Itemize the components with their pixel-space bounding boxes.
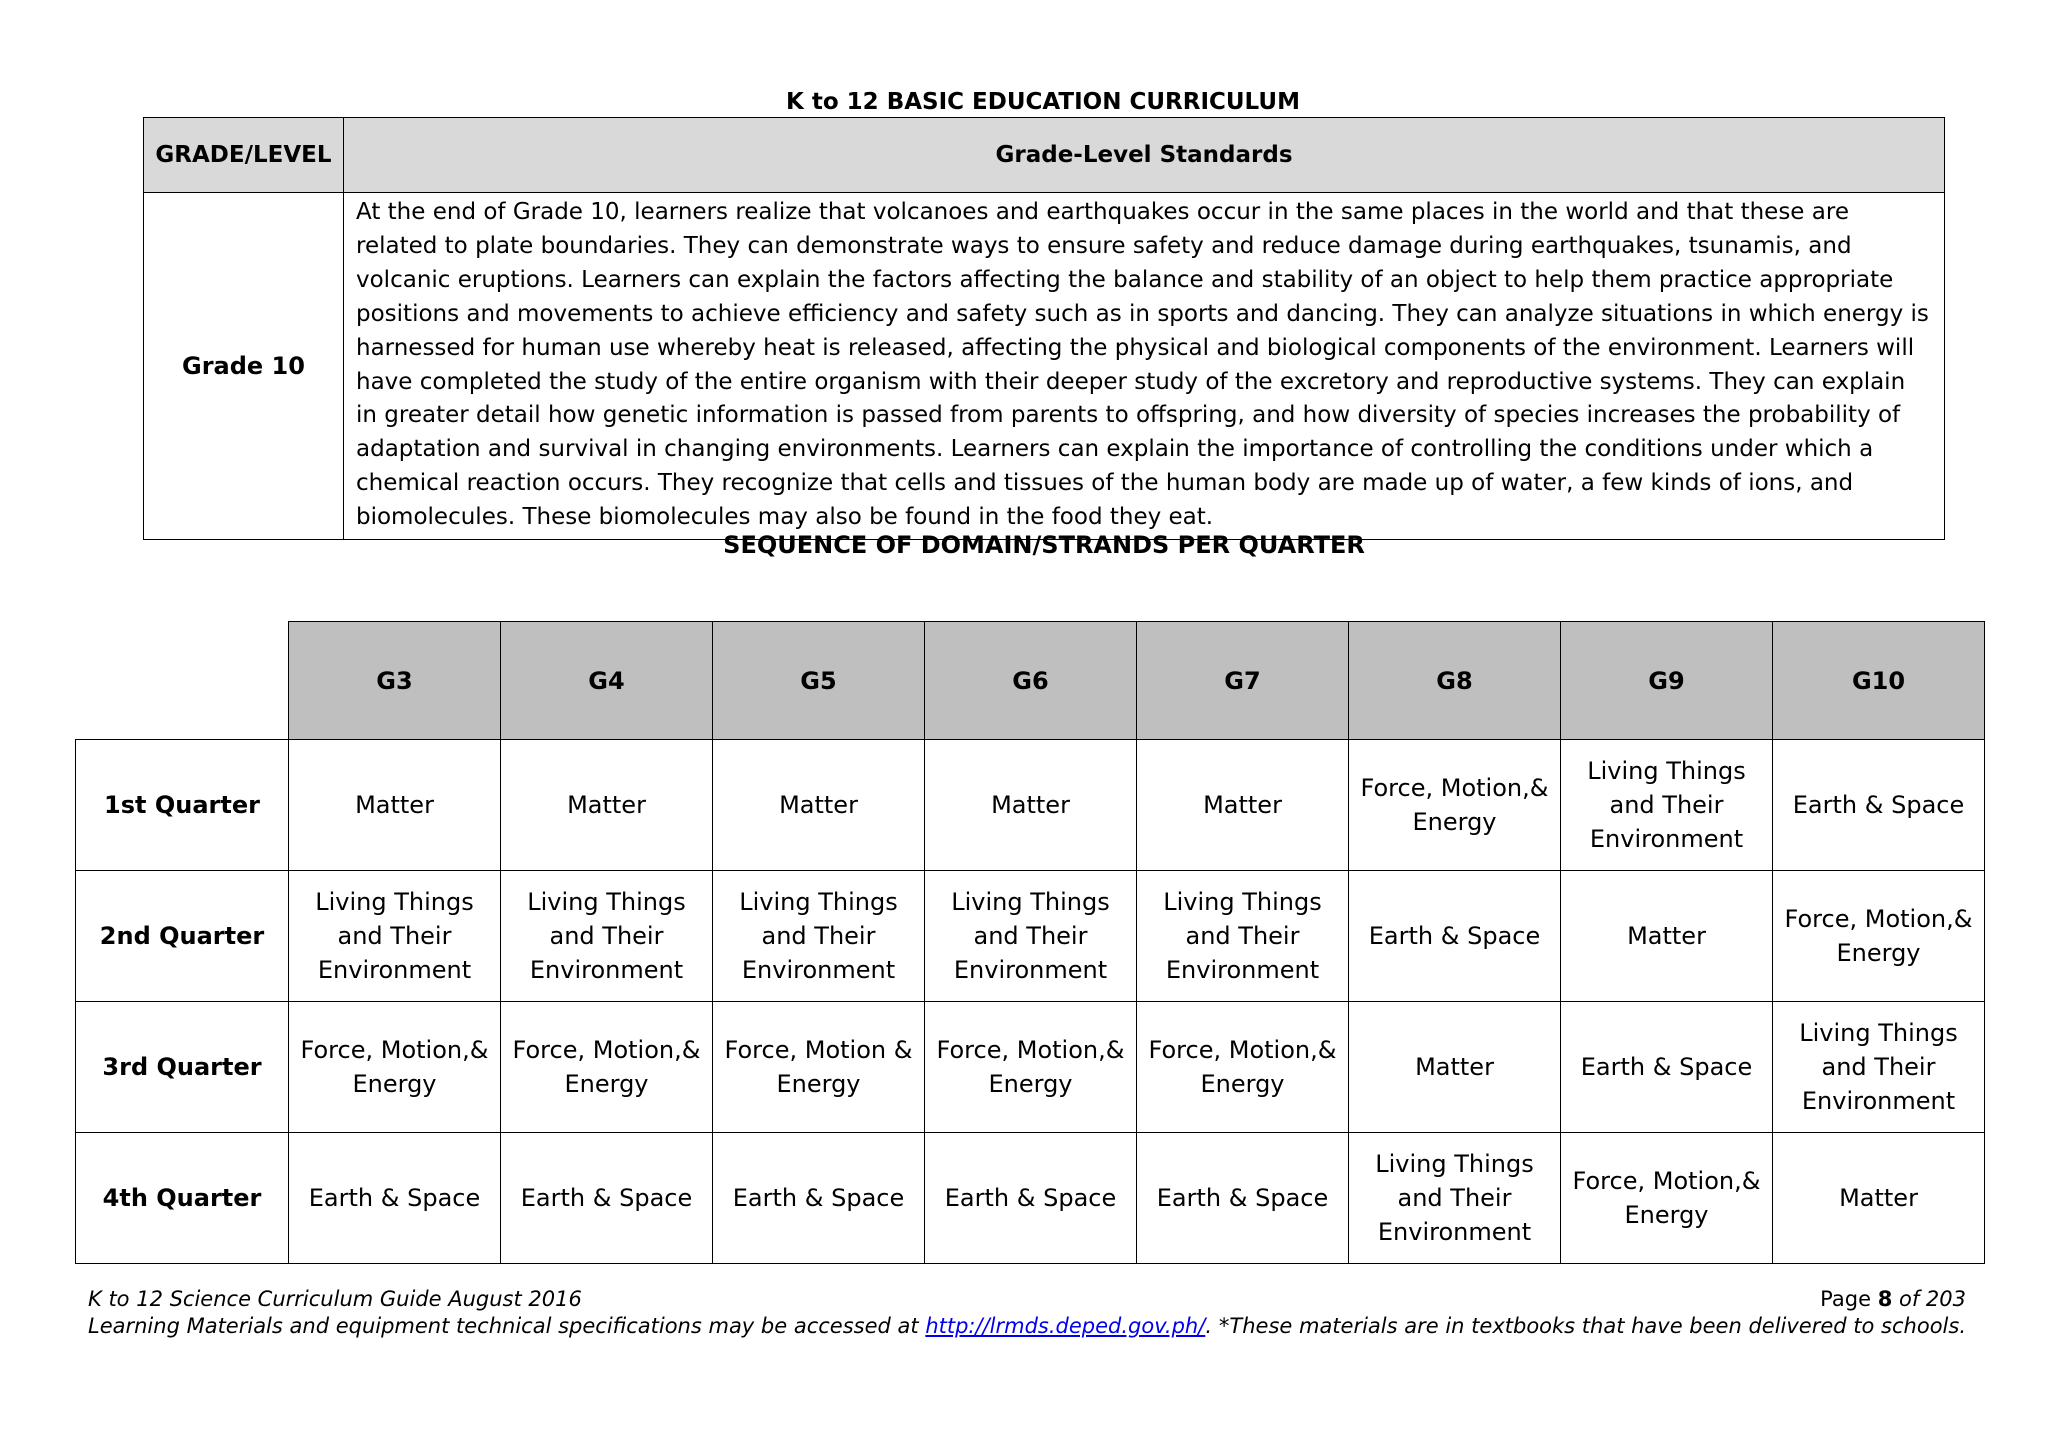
domain-cell: Living Things and Their Environment <box>501 871 713 1002</box>
document-title: K to 12 BASIC EDUCATION CURRICULUM <box>786 89 1300 115</box>
domain-cell: Force, Motion,& Energy <box>289 1002 501 1133</box>
domain-cell: Matter <box>1773 1133 1985 1264</box>
page-number: 8 <box>1877 1287 1893 1311</box>
quarter-label: 4th Quarter <box>76 1133 289 1264</box>
quarter-label: 1st Quarter <box>76 740 289 871</box>
domain-cell: Living Things and Their Environment <box>1349 1133 1561 1264</box>
quarter-row <box>76 1133 1985 1264</box>
quarter-row <box>76 871 1985 1002</box>
grade-header: G6 <box>925 622 1137 740</box>
lrmds-link[interactable]: http://lrmds.deped.gov.ph/ <box>925 1314 1206 1338</box>
sequence-table <box>75 621 1985 1264</box>
domain-cell: Matter <box>1349 1002 1561 1133</box>
domain-cell: Living Things and Their Environment <box>1561 740 1773 871</box>
grade-header: G5 <box>713 622 925 740</box>
quarter-label: 3rd Quarter <box>76 1002 289 1133</box>
quarter-row <box>76 740 1985 871</box>
domain-cell: Matter <box>501 740 713 871</box>
footer-left <box>88 1286 1212 1340</box>
domain-cell: Earth & Space <box>289 1133 501 1264</box>
domain-cell: Matter <box>925 740 1137 871</box>
page-total: of 203 <box>1899 1287 1966 1311</box>
domain-cell: Living Things and Their Environment <box>1773 1002 1985 1133</box>
domain-cell: Earth & Space <box>1349 871 1561 1002</box>
domain-cell: Force, Motion,& Energy <box>925 1002 1137 1133</box>
quarter-row <box>76 1002 1985 1133</box>
domain-cell: Force, Motion,& Energy <box>1773 871 1985 1002</box>
grade-header: G8 <box>1349 622 1561 740</box>
standards-column-header: Grade-Level Standards <box>344 118 1945 193</box>
domain-cell: Force, Motion,& Energy <box>1561 1133 1773 1264</box>
standards-header-row <box>144 118 1945 193</box>
domain-cell: Force, Motion & Energy <box>713 1002 925 1133</box>
domain-cell: Living Things and Their Environment <box>1137 871 1349 1002</box>
domain-cell: Earth & Space <box>1137 1133 1349 1264</box>
domain-cell: Living Things and Their Environment <box>713 871 925 1002</box>
footer-access-text: Learning Materials and equipment technical specifications may be accessed at <box>88 1314 926 1338</box>
grade-cell: Grade 10 <box>144 193 344 540</box>
domain-cell: Matter <box>289 740 501 871</box>
grade-level-column-header: GRADE/LEVEL <box>144 118 344 193</box>
grade-header: G3 <box>289 622 501 740</box>
domain-cell: Living Things and Their Environment <box>289 871 501 1002</box>
page-indicator <box>1219 1286 1966 1313</box>
domain-cell: Force, Motion,& Energy <box>1349 740 1561 871</box>
domain-cell: Earth & Space <box>1561 1002 1773 1133</box>
grade-header: G4 <box>501 622 713 740</box>
domain-cell: Force, Motion,& Energy <box>1137 1002 1349 1133</box>
standards-row <box>144 193 1945 540</box>
domain-cell: Earth & Space <box>1773 740 1985 871</box>
page-label: Page <box>1820 1287 1871 1311</box>
sequence-header-row <box>76 622 1985 740</box>
footer-guide-title: K to 12 Science Curriculum Guide August 2016 <box>88 1287 582 1311</box>
footer-access-line <box>88 1313 1212 1340</box>
domain-cell: Living Things and Their Environment <box>925 871 1137 1002</box>
domain-cell: Matter <box>1137 740 1349 871</box>
domain-cell: Matter <box>1561 871 1773 1002</box>
grade-level-standards-table <box>143 117 1945 540</box>
domain-cell: Force, Motion,& Energy <box>501 1002 713 1133</box>
grade-header: G9 <box>1561 622 1773 740</box>
domain-cell: Earth & Space <box>501 1133 713 1264</box>
domain-cell: Earth & Space <box>713 1133 925 1264</box>
domain-cell: Matter <box>713 740 925 871</box>
footer-right <box>1219 1286 1966 1340</box>
corner-cell <box>76 622 289 740</box>
domain-cell: Earth & Space <box>925 1133 1137 1264</box>
quarter-label: 2nd Quarter <box>76 871 289 1002</box>
sequence-title: SEQUENCE OF DOMAIN/STRANDS PER QUARTER <box>723 531 1365 559</box>
footer-access-end: . <box>1205 1314 1212 1338</box>
standards-text: At the end of Grade 10, learners realize that volcanoes and earthquakes occur in the same places in the world and that these are related to plate boundaries. They can demonstrate ways to ensure safety and reduce damage during earthquakes, tsunamis, and volcanic eruptions. Learners can explain the factors affecting the balance and stability of an object to help them practice appropriate positions and movements to achieve efficiency and safety such as in sports and dancing. They can analyze situations in which energy is harnessed for human use whereby heat is released, affecting the physical and biological components of the environment. Learners will have completed the study of the entire organism with their deeper study of the excretory and reproductive systems. They can explain in greater detail how genetic information is passed from parents to offspring, and how diversity of species increases the probability of adaptation and survival in changing environments. Learners can explain the importance of controlling the conditions under which a chemical reaction occurs. They recognize that cells and tissues of the human body are made up of water, a few kinds of ions, and biomolecules. These biomolecules may also be found in the food they eat. <box>344 193 1945 540</box>
textbook-note: *These materials are in textbooks that have been delivered to schools. <box>1218 1314 1966 1338</box>
grade-header: G7 <box>1137 622 1349 740</box>
grade-header: G10 <box>1773 622 1985 740</box>
